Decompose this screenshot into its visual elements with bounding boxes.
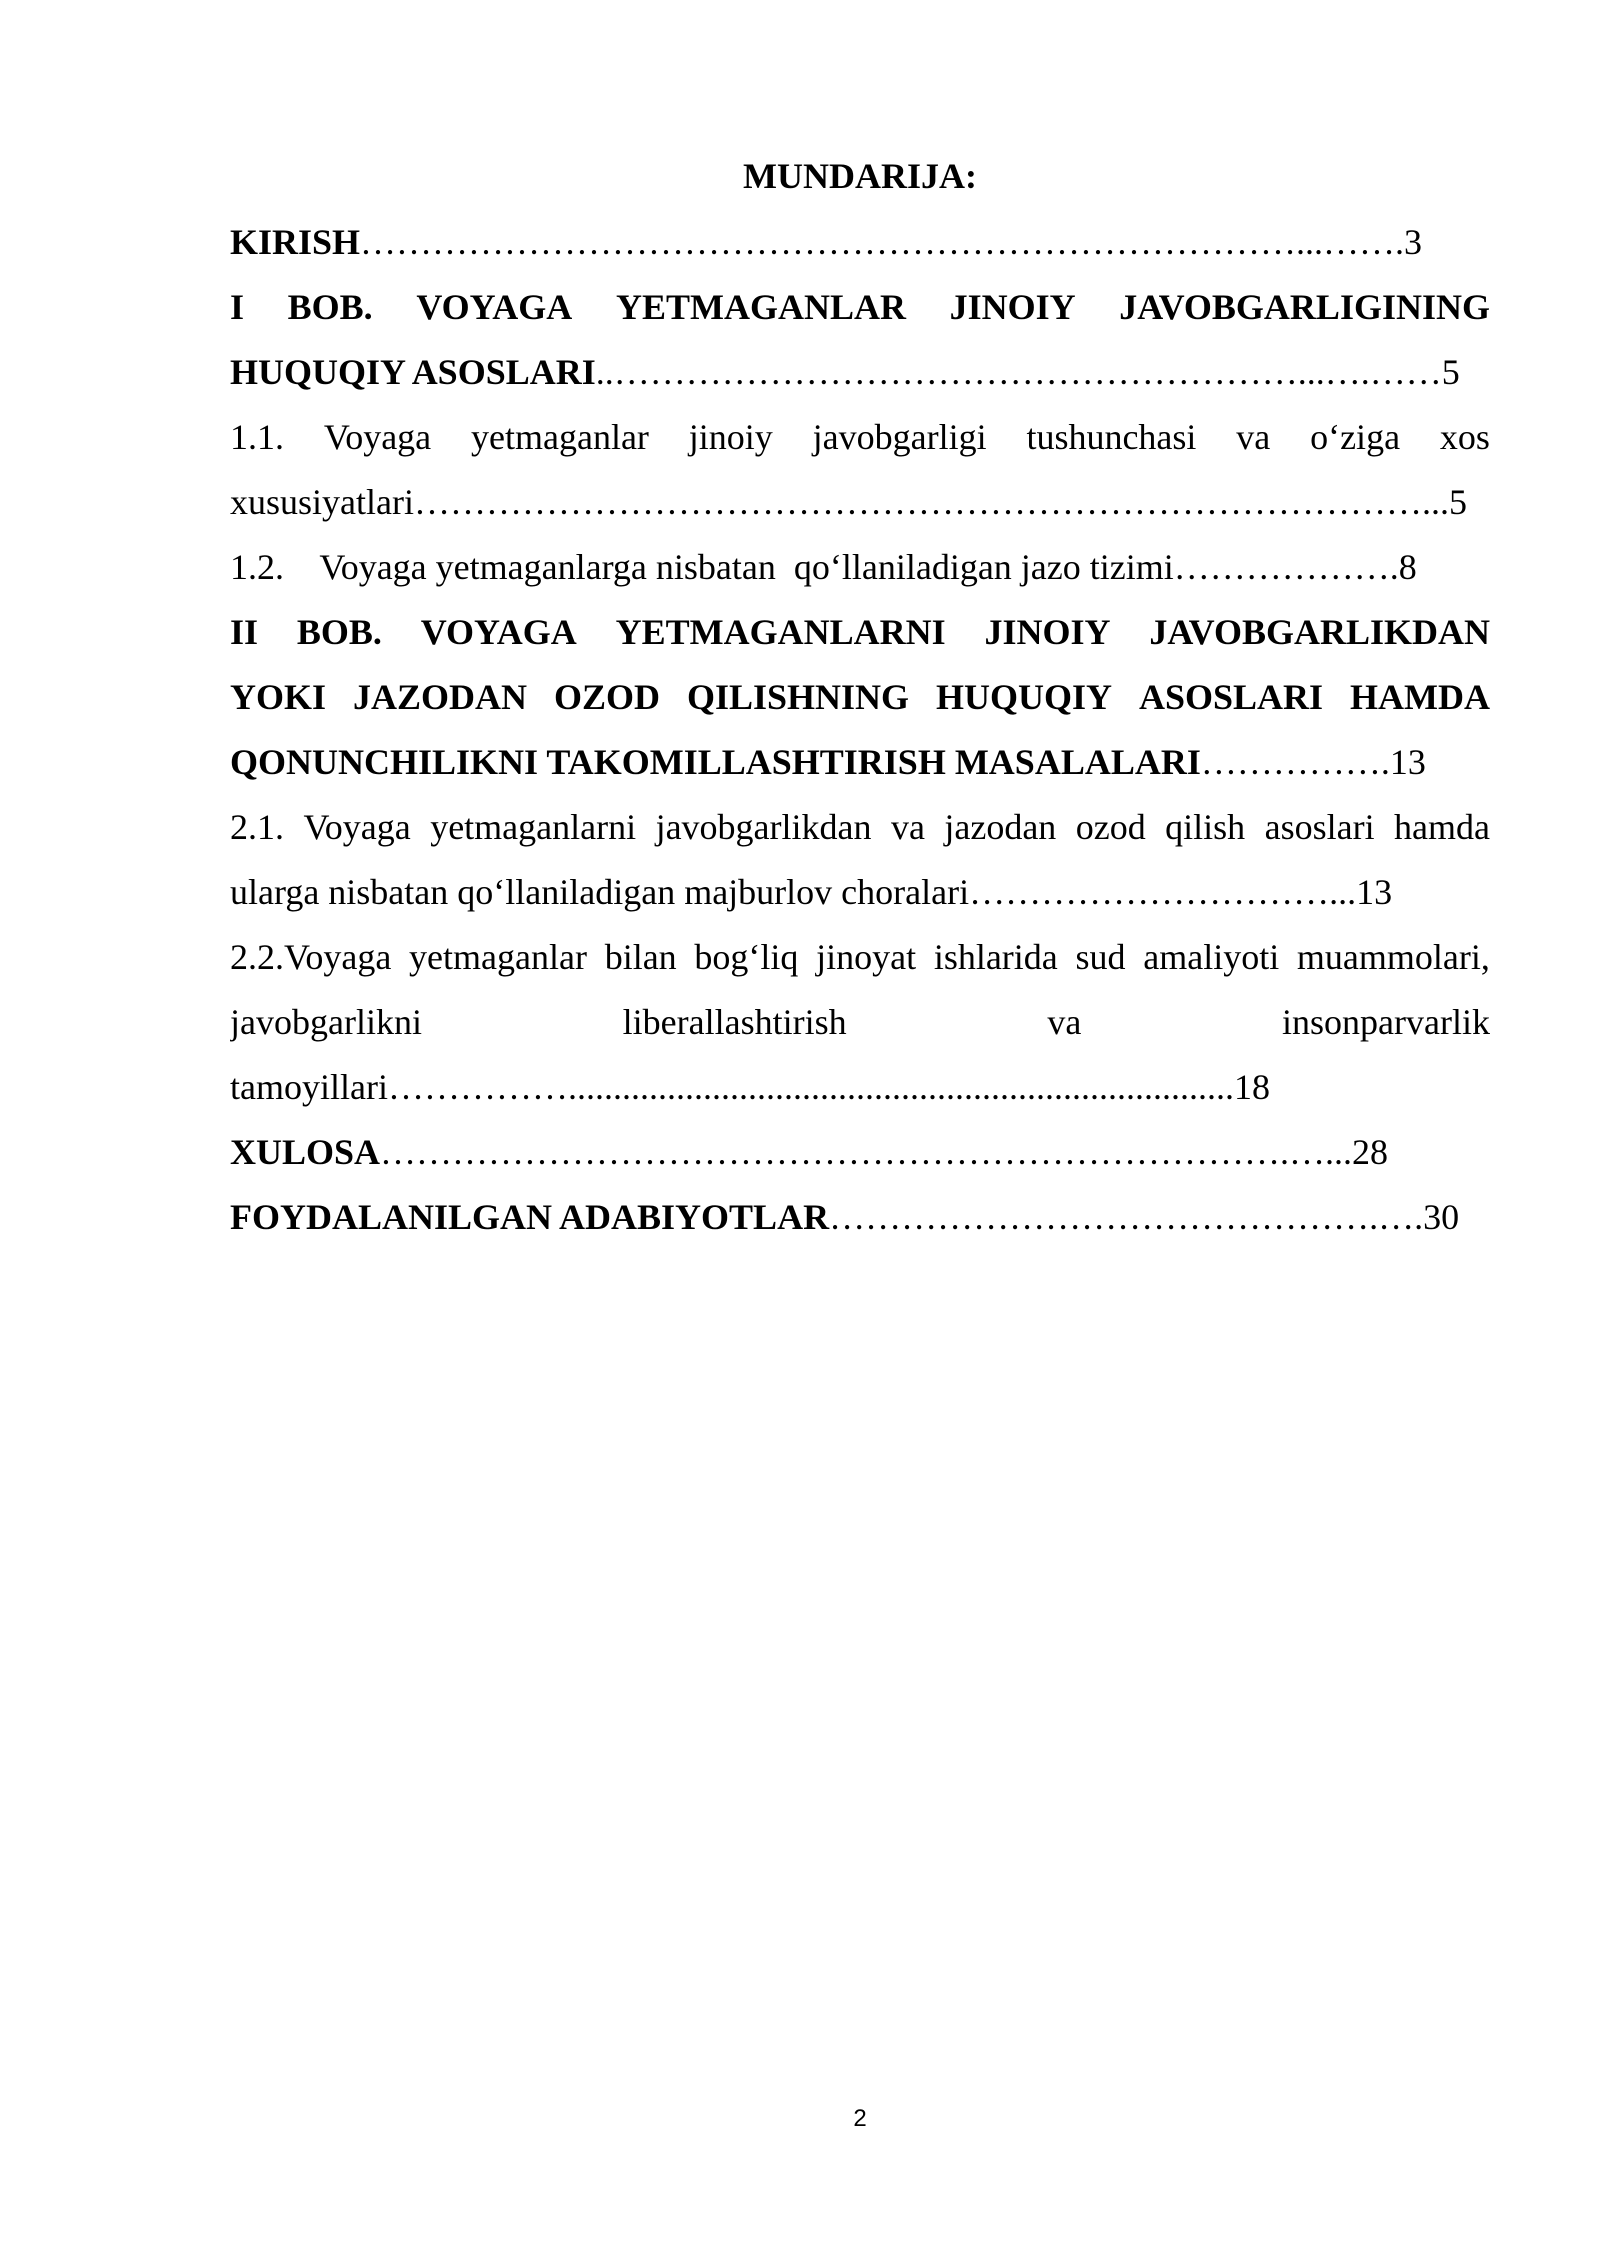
- toc-word: tushunchasi: [1026, 417, 1197, 457]
- toc-entry-section-1-2[interactable]: [230, 535, 1490, 600]
- toc-word: javobgarligi: [812, 417, 987, 457]
- toc-word: JAZODAN: [352, 677, 527, 717]
- toc-word: yetmaganlar: [409, 937, 587, 977]
- toc-word: va: [1047, 1002, 1082, 1042]
- toc-word: amaliyoti: [1143, 937, 1280, 977]
- toc-entry-chapter-2-cont[interactable]: [230, 665, 1490, 730]
- toc-page-number: 3: [1404, 222, 1423, 262]
- toc-word: I: [230, 287, 245, 327]
- toc-word: jazodan: [944, 807, 1057, 847]
- toc-entry-chapter-1-cont[interactable]: [230, 340, 1490, 405]
- toc-word: YETMAGANLARNI: [615, 612, 946, 652]
- dot-leader: ……………….: [1173, 547, 1399, 587]
- toc-page-number: 28: [1352, 1132, 1389, 1172]
- toc-page-number: 5: [1441, 352, 1460, 392]
- toc-page-number: 18: [1233, 1067, 1270, 1107]
- toc-word: liberallashtirish: [622, 1002, 847, 1042]
- toc-entry-label: KIRISH: [230, 222, 361, 262]
- toc-entry-section-1-1[interactable]: [230, 405, 1490, 470]
- toc-word: JINOIY: [949, 287, 1076, 327]
- toc-word: HAMDA: [1350, 677, 1490, 717]
- toc-word: va: [890, 807, 925, 847]
- dot-leader: ..…………………………………………………...….……: [595, 352, 1442, 392]
- toc-word: OZOD: [553, 677, 660, 717]
- toc-entry-label: ularga nisbatan qo‘llaniladigan majburlov choralari: [230, 872, 970, 912]
- toc-word: HUQUQIY: [936, 677, 1113, 717]
- toc-entry-label: 1.2. Voyaga yetmaganlarga nisbatan qo‘llaniladigan jazo tizimi: [230, 547, 1174, 587]
- toc-word: muammolari,: [1296, 937, 1490, 977]
- dot-leader: …………………………………………………………………………...: [413, 482, 1449, 522]
- toc-word: yetmaganlarni: [430, 807, 637, 847]
- toc-word: 1.1.: [230, 417, 284, 457]
- toc-page-number: 5: [1448, 482, 1467, 522]
- toc-word: bog‘liq: [694, 937, 799, 977]
- toc-word: Voyaga: [303, 807, 411, 847]
- toc-word: YOKI: [230, 677, 327, 717]
- toc-word: BOB.: [287, 287, 373, 327]
- toc-entry-label: tamoyillari: [230, 1067, 388, 1107]
- toc-word: asoslari: [1264, 807, 1375, 847]
- dot-leader: …………………………...: [969, 872, 1357, 912]
- toc-entry-section-2-1-cont[interactable]: [230, 860, 1490, 925]
- toc-word: bilan: [604, 937, 677, 977]
- toc-word: BOB.: [296, 612, 382, 652]
- toc-page-number: 30: [1423, 1197, 1460, 1237]
- toc-entry-kirish[interactable]: [230, 210, 1490, 275]
- dot-leader: ……………………………………………………………………...…….: [360, 222, 1405, 262]
- toc-word: II: [230, 612, 259, 652]
- dot-leader: ………………………………………………………………….…...: [380, 1132, 1353, 1172]
- toc-word: QILISHNING: [686, 677, 910, 717]
- toc-word: JAVOBGARLIKDAN: [1149, 612, 1490, 652]
- toc-word: VOYAGA: [416, 287, 573, 327]
- toc-entry-chapter-2[interactable]: [230, 600, 1490, 665]
- toc-word: o‘ziga: [1310, 417, 1401, 457]
- toc-entry-references[interactable]: [230, 1185, 1490, 1250]
- toc-entry-label: HUQUQIY ASOSLARI: [230, 352, 596, 392]
- toc-word: 2.1.: [230, 807, 284, 847]
- toc-word: ASOSLARI: [1138, 677, 1324, 717]
- toc-word: VOYAGA: [420, 612, 577, 652]
- toc-word: jinoiy: [688, 417, 773, 457]
- toc-word: javobgarlikdan: [655, 807, 872, 847]
- toc-word: JINOIY: [984, 612, 1111, 652]
- toc-entry-label: XULOSA: [230, 1132, 381, 1172]
- toc-word: sud: [1075, 937, 1126, 977]
- page-number: 2: [853, 2105, 867, 2132]
- toc-word: va: [1236, 417, 1271, 457]
- toc-entry-chapter-1[interactable]: [230, 275, 1490, 340]
- toc-entry-section-2-2[interactable]: [230, 925, 1490, 990]
- toc-entry-label: FOYDALANILGAN ADABIYOTLAR: [230, 1197, 830, 1237]
- table-of-contents: [230, 210, 1490, 1250]
- toc-word: jinoyat: [816, 937, 917, 977]
- toc-entry-section-2-2-end[interactable]: [230, 1055, 1490, 1120]
- toc-entry-xulosa[interactable]: [230, 1120, 1490, 1185]
- toc-entry-section-2-2-cont[interactable]: [230, 990, 1490, 1055]
- document-page: [230, 0, 1490, 2262]
- toc-page-number: 8: [1398, 547, 1417, 587]
- toc-word: yetmaganlar: [471, 417, 649, 457]
- toc-page-number: 13: [1389, 742, 1426, 782]
- toc-word: 2.2.Voyaga: [230, 937, 392, 977]
- toc-entry-label: QONUNCHILIKNI TAKOMILLASHTIRISH MASALALARI: [230, 742, 1201, 782]
- dot-leader: ……………..........................................................................: [387, 1067, 1234, 1107]
- toc-title: MUNDARIJA:: [743, 156, 977, 196]
- toc-word: ishlarida: [933, 937, 1058, 977]
- toc-entry-section-1-1-cont[interactable]: [230, 470, 1490, 535]
- toc-word: ozod: [1075, 807, 1146, 847]
- toc-word: JAVOBGARLIGINING: [1119, 287, 1490, 327]
- toc-word: qilish: [1165, 807, 1246, 847]
- dot-leader: ……………………………………….….: [829, 1197, 1424, 1237]
- toc-entry-label: xususiyatlari: [230, 482, 414, 522]
- toc-word: YETMAGANLAR: [615, 287, 906, 327]
- toc-word: insonparvarlik: [1282, 1002, 1490, 1042]
- toc-word: xos: [1439, 417, 1490, 457]
- toc-entry-chapter-2-end[interactable]: [230, 730, 1490, 795]
- toc-word: Voyaga: [323, 417, 432, 457]
- toc-page-number: 13: [1356, 872, 1393, 912]
- toc-word: javobgarlikni: [230, 1002, 422, 1042]
- dot-leader: …………….: [1200, 742, 1390, 782]
- toc-word: hamda: [1394, 807, 1490, 847]
- toc-entry-section-2-1[interactable]: [230, 795, 1490, 860]
